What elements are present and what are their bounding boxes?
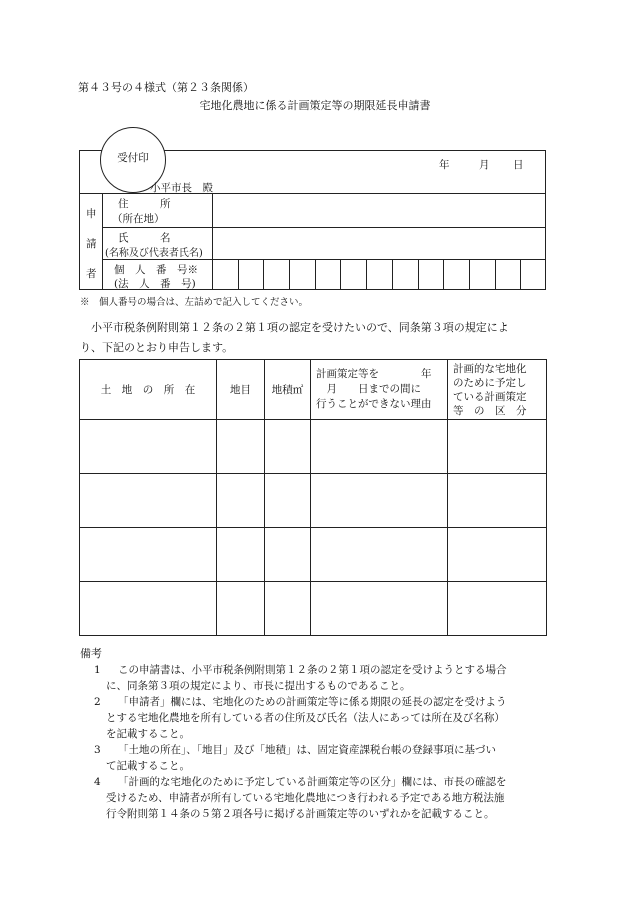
area-cell[interactable]: [265, 420, 311, 474]
name-sublabel: (名称及び代表者氏名): [105, 248, 203, 259]
area-cell[interactable]: [265, 528, 311, 582]
remark-text-cont: て記載すること。: [106, 760, 190, 772]
grid-line: [102, 193, 103, 290]
chimoku-cell[interactable]: [217, 528, 265, 582]
reason-cell[interactable]: [311, 582, 448, 636]
date-year-label: 年: [439, 159, 450, 171]
col-reason-line-1: 計画策定等を 年: [316, 368, 432, 380]
digit-box[interactable]: [418, 259, 444, 290]
digit-box[interactable]: [315, 259, 341, 290]
category-cell[interactable]: [448, 582, 547, 636]
col-reason-header: [311, 360, 448, 420]
digit-box[interactable]: [495, 259, 521, 290]
location-cell[interactable]: [80, 474, 217, 528]
remark-text-cont: 受けるため、申請者が所有している宅地化農地につき行われる予定である地方税法施: [106, 792, 505, 804]
digit-box[interactable]: [289, 259, 315, 290]
chimoku-cell[interactable]: [217, 474, 265, 528]
digit-box[interactable]: [469, 259, 495, 290]
remark-text: 「申請者」欄には、宅地化のための計画策定等に係る期限の延長の認定を受けよう: [118, 696, 507, 708]
col-category-line-1: 計画的な宅地化: [453, 362, 527, 375]
remark-text-cont: を記載すること。: [106, 728, 190, 740]
applicant-label-char-1: 申: [86, 208, 97, 220]
remark-number: 4: [94, 776, 101, 788]
date-day-label: 日: [513, 159, 524, 171]
digit-box[interactable]: [392, 259, 418, 290]
area-cell[interactable]: [265, 582, 311, 636]
location-cell[interactable]: [80, 420, 217, 474]
digit-box[interactable]: [238, 259, 264, 290]
address-field[interactable]: [212, 193, 546, 227]
col-category-line-4: 等 の 区 分: [453, 404, 527, 417]
category-cell[interactable]: [448, 528, 547, 582]
remark-text: 「土地の所在」、「地目」及び「地積」は、固定資産課税台帳の登録事項に基づい: [118, 744, 496, 756]
col-chimoku-header: 地目: [217, 360, 265, 420]
table-row: [80, 582, 547, 636]
col-category-line-3: ている計画策定: [453, 390, 527, 403]
reason-cell[interactable]: [311, 474, 448, 528]
reason-cell[interactable]: [311, 528, 448, 582]
remark-text-cont: に、同条第３項の規定により、市長に提出するものであること。: [106, 680, 411, 692]
col-category-line-2: のために予定し: [453, 376, 527, 389]
col-reason-line-3: 行うことができない理由: [316, 398, 432, 410]
intro-line-1: 小平市税条例附則第１２条の２第１項の認定を受けたいので、同条第３項の規定によ: [91, 321, 509, 334]
col-area-header: 地積㎡: [265, 360, 311, 420]
corporate-number-label: (法 人 番 号): [114, 278, 196, 290]
applicant-label-char-2: 請: [86, 238, 97, 250]
addressee-label: 小平市長 殿: [150, 182, 213, 194]
digit-box[interactable]: [263, 259, 289, 290]
applicant-label-char-3: 者: [86, 268, 97, 280]
chimoku-cell[interactable]: [217, 582, 265, 636]
remark-number: 3: [94, 744, 101, 756]
table-row: [80, 528, 547, 582]
col-reason-line-2: 月 日までの間に: [316, 383, 421, 395]
remark-number: 1: [94, 664, 101, 676]
digit-box[interactable]: [366, 259, 392, 290]
remark-number: 2: [94, 696, 101, 708]
remarks-heading: 備考: [80, 647, 102, 660]
intro-line-2: り、下記のとおり申告します。: [80, 341, 234, 354]
col-category-header: [448, 360, 547, 420]
chimoku-cell[interactable]: [217, 420, 265, 474]
intro-paragraph: [80, 318, 550, 358]
individual-number-label: 個 人 番 号※: [114, 264, 198, 276]
category-cell[interactable]: [448, 420, 547, 474]
remark-text-cont: 行令附則第１４条の５第２項各号に掲げる計画策定等のいずれかを記載すること。: [106, 808, 495, 820]
location-cell[interactable]: [80, 528, 217, 582]
address-sublabel: （所在地）: [112, 213, 165, 225]
land-table: [79, 359, 547, 636]
digit-box[interactable]: [443, 259, 469, 290]
table-row: [80, 420, 547, 474]
document-title: 宅地化農地に係る計画策定等の期限延長申請書: [199, 99, 431, 112]
digit-box[interactable]: [212, 259, 238, 290]
reception-stamp-label: 受付印: [117, 152, 149, 164]
category-cell[interactable]: [448, 474, 547, 528]
digit-box[interactable]: [340, 259, 366, 290]
remark-text: 「計画的な宅地化のために予定している計画策定等の区分」欄には、市長の確認を: [118, 776, 507, 788]
area-cell[interactable]: [265, 474, 311, 528]
digit-box[interactable]: [520, 259, 546, 290]
remark-text-cont: とする宅地化農地を所有している者の住所及び氏名（法人にあっては所在及び名称）: [106, 712, 505, 724]
individual-number-note: ※ 個人番号の場合は、左詰めで記入してください。: [80, 297, 309, 308]
address-label: 住 所: [118, 198, 171, 210]
date-month-label: 月: [479, 159, 490, 171]
table-row: [80, 474, 547, 528]
col-location-header: 土 地 の 所 在: [80, 360, 217, 420]
remark-text: この申請書は、小平市税条例附則第１２条の２第１項の認定を受けようとする場合: [118, 664, 507, 676]
name-label: 氏 名: [118, 232, 171, 244]
name-field[interactable]: [212, 228, 546, 259]
reason-cell[interactable]: [311, 420, 448, 474]
form-number: 第４３号の４様式（第２３条関係）: [78, 81, 254, 94]
location-cell[interactable]: [80, 582, 217, 636]
